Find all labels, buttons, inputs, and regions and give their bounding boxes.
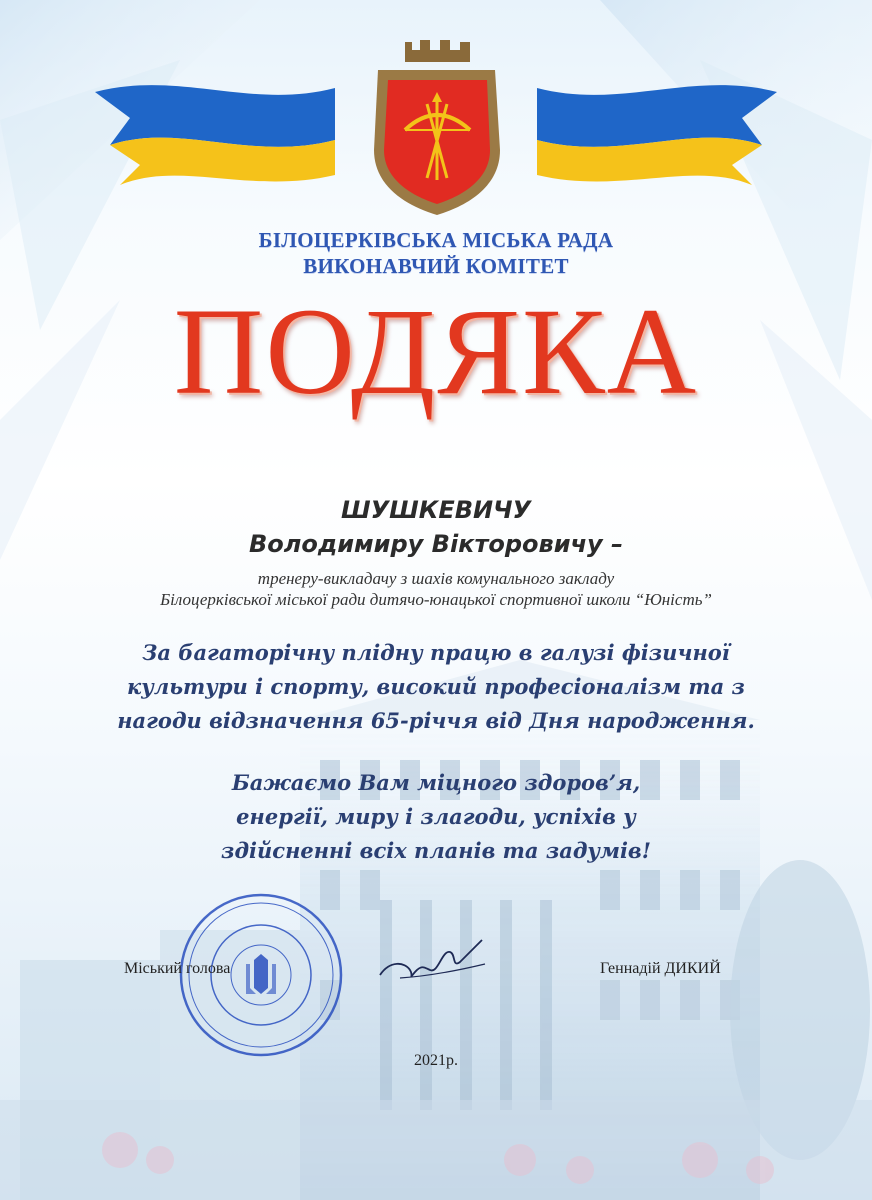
certificate-title: ПОДЯКА <box>173 283 699 420</box>
gratitude-line1: За багаторічну плідну працю в галузі фізичної <box>142 640 730 665</box>
signatory-name: Геннадій ДИКИЙ <box>600 960 721 977</box>
coat-of-arms-icon <box>374 40 500 215</box>
gratitude-text <box>0 636 872 738</box>
recipient-position-line1: тренеру-викладачу з шахів комунального закладу <box>257 569 615 588</box>
signatory-role: Міський голова <box>124 960 231 977</box>
recipient-given-names: Володимиру Вікторовичу – <box>248 530 623 558</box>
header-art <box>0 0 872 230</box>
wishes-line2: енергії, миру і злагоди, успіхів у <box>236 804 636 829</box>
signature <box>370 920 490 990</box>
gratitude-line3: нагоди відзначення 65-річчя від Дня народження. <box>117 708 755 733</box>
committee-name: ВИКОНАВЧИЙ КОМІТЕТ <box>303 254 569 278</box>
recipient-surname: ШУШКЕВИЧУ <box>340 496 532 524</box>
wishes-line1: Бажаємо Вам міцного здоров’я, <box>231 770 641 795</box>
wishes-line3: здійсненні всіх планів та задумів! <box>221 838 651 863</box>
council-name: БІЛОЦЕРКІВСЬКА МІСЬКА РАДА <box>258 228 614 252</box>
wishes-text <box>0 766 872 868</box>
issue-year: 2021р. <box>414 1052 458 1069</box>
recipient-position-line2: Білоцерківської міської ради дитячо-юнацької спортивної школи “Юність” <box>160 590 712 609</box>
gratitude-line2: культури і спорту, високий професіоналізм та з <box>127 674 745 699</box>
